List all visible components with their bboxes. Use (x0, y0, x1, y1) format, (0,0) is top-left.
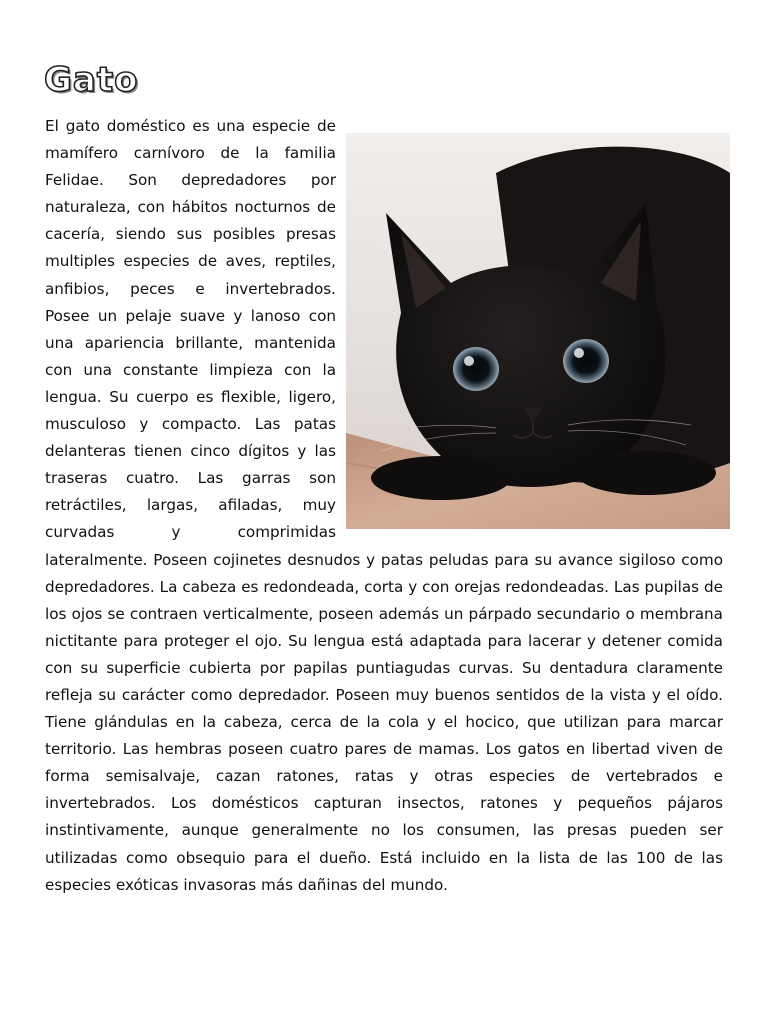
article-text: El gato doméstico es una especie de mamífero carnívoro de la familia Felidae. Son depredadores por naturaleza, con hábitos nocturnos de cacería, siendo sus posibles presas multiples especies de aves, reptiles, anfibios, peces e invertebrados. Posee un pelaje suave y lanoso con una apariencia brillante, mantenida con una constante limpieza con la lengua. Su cuerpo es flexible, ligero, musculoso y compacto. Las patas delanteras tienen cinco dígitos y las traseras cuatro. Las garras son retráctiles, largas, afiladas, muy curvadas y comprimidas lateralmente. Poseen cojinetes desnudos y patas peludas para su avance sigiloso como depredadores. La cabeza es redondeada, corta y con orejas redondeadas. Las pupilas de los ojos se contraen verticalmente, poseen además un párpado secundario o membrana nictitante para proteger el ojo. Su lengua está adaptada para lacerar y detener comida con su superficie cubierta por papilas puntiagudas curvas. Su dentadura claramente refleja su carácter como depredador. Poseen muy buenos sentidos de la vista y el oído. Tiene glándulas en la cabeza, cerca de la cola y el hocico, que utilizan para marcar territorio. Las hembras poseen cuatro pares de mamas. Los gatos en libertad viven de forma semisalvaje, cazan ratones, ratas y otras especies de vertebrados e invertebrados. Los domésticos capturan insectos, ratones y pequeños pájaros instintivamente, aunque generalmente no los consumen, las presas pueden ser utilizadas como obsequio para el dueño. Está incluido en la lista de las 100 de las especies exóticas invasoras más dañinas del mundo. (45, 117, 723, 894)
black-cat-photo (346, 133, 730, 529)
page-title: Gato (44, 60, 139, 100)
article-body (45, 113, 723, 899)
black-cat-illustration (346, 133, 730, 529)
